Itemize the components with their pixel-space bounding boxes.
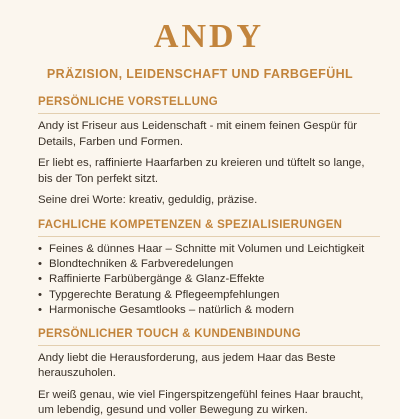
list-item-text: Feines & dünnes Haar – Schnitte mit Volumen und Leichtigkeit <box>49 242 365 255</box>
intro-paragraph: Er liebt es, raffinierte Haarfarben zu kreieren und tüftelt so lange, bis der Ton perfekt sitzt. <box>38 157 365 185</box>
list-item <box>38 288 380 303</box>
skills-section-title: FACHLICHE KOMPETENZEN & SPEZIALISIERUNGEN <box>38 218 343 231</box>
bullet-icon: • <box>38 273 42 286</box>
touch-paragraph: Er weiß genau, wie viel Fingerspitzengefühl feines Haar braucht, um lebendig, gesund und voller Bewegung zu wirken. <box>38 388 364 417</box>
list-item <box>38 242 380 257</box>
touch-section <box>38 327 380 419</box>
list-item <box>38 257 380 272</box>
list-item-text: Typgerechte Beratung & Pflegeempfehlungen <box>49 288 280 301</box>
intro-section <box>38 95 380 209</box>
list-item-text: Raffinierte Farbübergänge & Glanz-Effekte <box>49 273 265 286</box>
bullet-icon: • <box>38 257 42 270</box>
tagline: PRÄZISION, LEIDENSCHAFT UND FARBGEFÜHL <box>46 67 354 81</box>
list-item <box>38 272 380 287</box>
intro-paragraph: Seine drei Worte: kreativ, geduldig, präzise. <box>38 194 258 206</box>
intro-paragraph: Andy ist Friseur aus Leidenschaft - mit einem feinen Gespür für Details, Farben und Formen. <box>38 120 358 148</box>
stylist-name: ANDY <box>153 18 265 55</box>
list-item-text: Blondtechniken & Farbveredelungen <box>49 257 234 270</box>
bullet-icon: • <box>38 242 42 255</box>
touch-paragraph: Andy liebt die Herausforderung, aus jedem Haar das Beste herauszuholen. <box>38 351 336 380</box>
intro-divider <box>38 113 380 114</box>
bullet-icon: • <box>38 288 42 301</box>
bullet-icon: • <box>38 304 42 317</box>
skills-divider <box>38 236 380 237</box>
touch-section-title: PERSÖNLICHER TOUCH & KUNDENBINDUNG <box>38 327 301 340</box>
list-item <box>38 303 380 318</box>
skills-list <box>38 242 380 319</box>
intro-section-title: PERSÖNLICHE VORSTELLUNG <box>38 96 219 108</box>
touch-divider <box>38 345 380 346</box>
skills-section <box>38 218 380 319</box>
list-item-text: Harmonische Gesamtlooks – natürlich & modern <box>49 304 295 317</box>
